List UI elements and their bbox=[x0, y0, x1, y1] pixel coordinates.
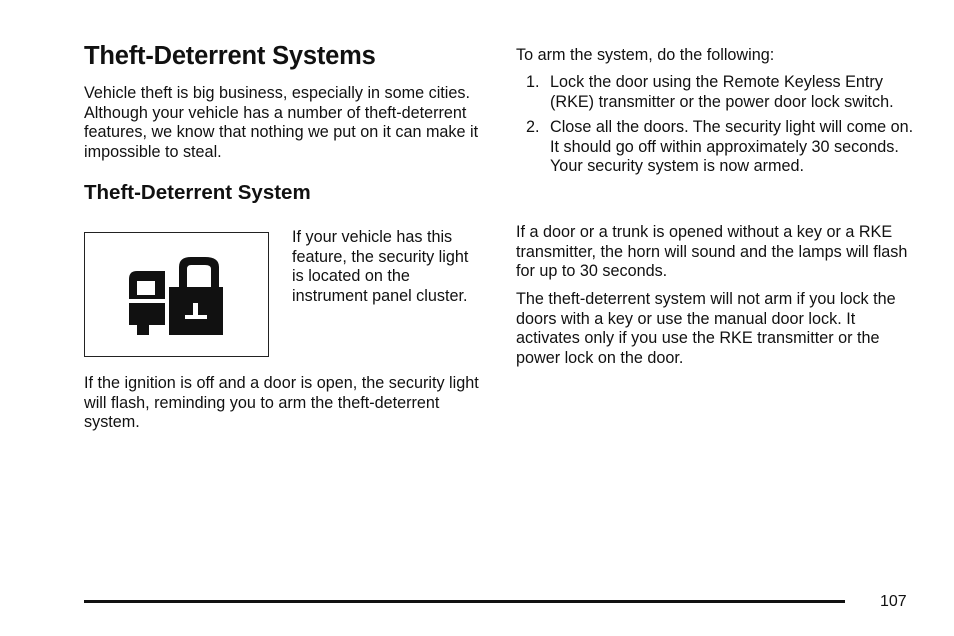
no-arm-note: The theft-deterrent system will not arm if you lock the doors with a key or use the manual door lock. It activates only if you use the RKE transmitter or the power lock on the door. bbox=[516, 290, 896, 367]
intro-paragraph: Vehicle theft is big business, especially in some cities. Although your vehicle has a number of theft-deterrent features, we know that nothing we put on it can make it impossible to steal. bbox=[84, 84, 479, 161]
step-number: 2. bbox=[526, 118, 540, 137]
section-heading: Theft-Deterrent System bbox=[84, 181, 311, 204]
step-number: 1. bbox=[526, 73, 540, 91]
arm-intro: To arm the system, do the following: bbox=[516, 46, 775, 64]
page-number: 107 bbox=[880, 593, 907, 610]
security-light-figure bbox=[84, 232, 269, 357]
security-light-icon bbox=[125, 253, 225, 341]
ignition-note: If the ignition is off and a door is open, the security light will flash, reminding you to arm the theft-deterrent system. bbox=[84, 374, 479, 432]
arming-steps bbox=[516, 73, 921, 183]
step-item bbox=[516, 118, 921, 177]
step-item bbox=[516, 73, 921, 112]
step-text: Lock the door using the Remote Keyless Entry (RKE) transmitter or the power door lock switch. bbox=[550, 73, 894, 111]
door-opened-note: If a door or a trunk is opened without a key or a RKE transmitter, the horn will sound and the lamps will flash for up to 30 seconds. bbox=[516, 223, 908, 281]
page-title: Theft-Deterrent Systems bbox=[84, 42, 376, 70]
step-text: Close all the doors. The security light will come on. It should go off within approximately 30 seconds. Your security system is now armed. bbox=[550, 118, 914, 176]
footer-rule bbox=[84, 600, 845, 603]
icon-caption: If your vehicle has this feature, the security light is located on the instrument panel cluster. bbox=[292, 228, 469, 305]
